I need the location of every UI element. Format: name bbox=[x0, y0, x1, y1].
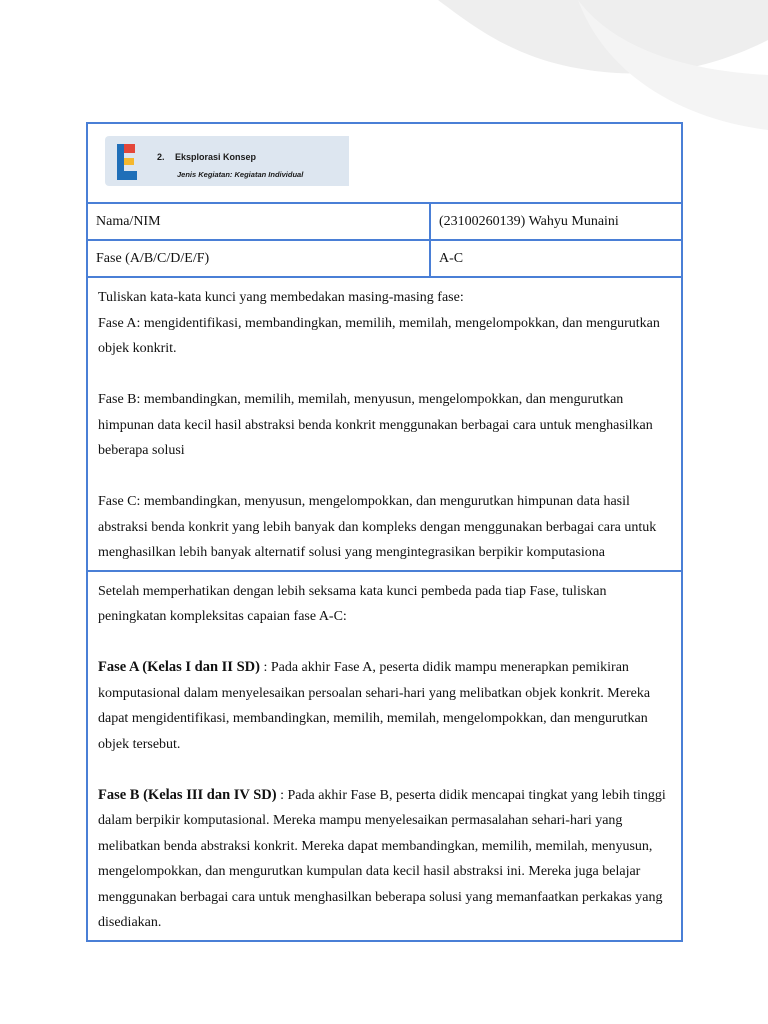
complexity-fase-a bbox=[96, 655, 673, 757]
fase-b-heading: Fase B (Kelas III dan IV SD) bbox=[98, 786, 277, 803]
banner-subtitle: Jenis Kegiatan: Kegiatan Individual bbox=[177, 170, 304, 179]
fase-value: A-C bbox=[430, 240, 682, 277]
activity-banner bbox=[105, 136, 349, 186]
nama-label: Nama/NIM bbox=[87, 203, 430, 240]
complexity-fase-b bbox=[96, 783, 673, 936]
complexity-intro: Setelah memperhatikan dengan lebih seksama kata kunci pembeda pada tiap Fase, tuliskan peningkatan kompleksitas capaian fase A-C: bbox=[98, 583, 607, 624]
fase-label: Fase (A/B/C/D/E/F) bbox=[87, 240, 430, 277]
fase-b-text: : Pada akhir Fase B, peserta didik mencapai tingkat yang lebih tinggi dalam berpikir komputasional. Mereka mampu menyelesaikan permasalahan sehari-hari yang melibatkan benda abstraksi konkrit. Mereka dapat membandingkan, memilih, memilah, menyusun, mengelompokkan, dan mengurutkan kumpulan data kecil hasil abstraksi ini. Mereka juga belajar menggunakan berbagai cara untuk menghasilkan beberapa solusi yang memanfaatkan perkakas yang disediakan. bbox=[98, 787, 666, 930]
keywords-fase-a: Fase A: mengidentifikasi, membandingkan, memilih, memilah, mengelompokkan, dan mengurutkan objek konkrit. bbox=[98, 315, 660, 356]
nama-value: (23100260139) Wahyu Munaini bbox=[430, 203, 682, 240]
fase-a-text: : Pada akhir Fase A, peserta didik mampu menerapkan pemikiran komputasional dalam menyelesaikan persoalan sehari-hari yang melibatkan objek konkrit. Mereka dapat mengidentifikasi, membandingkan, memilih, memilah, mengelompokkan, dan mengurutkan objek tersebut. bbox=[98, 660, 651, 752]
keywords-intro: Tuliskan kata-kata kunci yang membedakan masing-masing fase: bbox=[98, 290, 464, 305]
background-decoration bbox=[438, 0, 768, 130]
banner-title: Eksplorasi Konsep bbox=[175, 152, 257, 162]
worksheet-table bbox=[86, 122, 683, 942]
keywords-fase-c: Fase C: membandingkan, menyusun, mengelompokkan, dan mengurutkan himpunan data hasil abstraksi benda konkrit yang lebih banyak dan kompleks dengan menggunakan berbagai cara untuk menghasilkan lebih banyak alternatif solusi yang mengintegrasikan berpikir komputasiona bbox=[98, 494, 657, 560]
fase-a-heading: Fase A (Kelas I dan II SD) bbox=[98, 659, 260, 675]
banner-number: 2. bbox=[157, 152, 165, 162]
keywords-cell bbox=[87, 277, 682, 571]
keywords-fase-b: Fase B: membandingkan, memilih, memilah, menyusun, mengelompokkan, dan mengurutkan himpunan data kecil hasil abstraksi benda konkrit menggunakan berbagai cara untuk menghasilkan beberapa solusi bbox=[98, 392, 653, 458]
banner-cell bbox=[87, 123, 682, 203]
e-logo-icon bbox=[117, 144, 143, 180]
complexity-cell bbox=[87, 571, 682, 941]
